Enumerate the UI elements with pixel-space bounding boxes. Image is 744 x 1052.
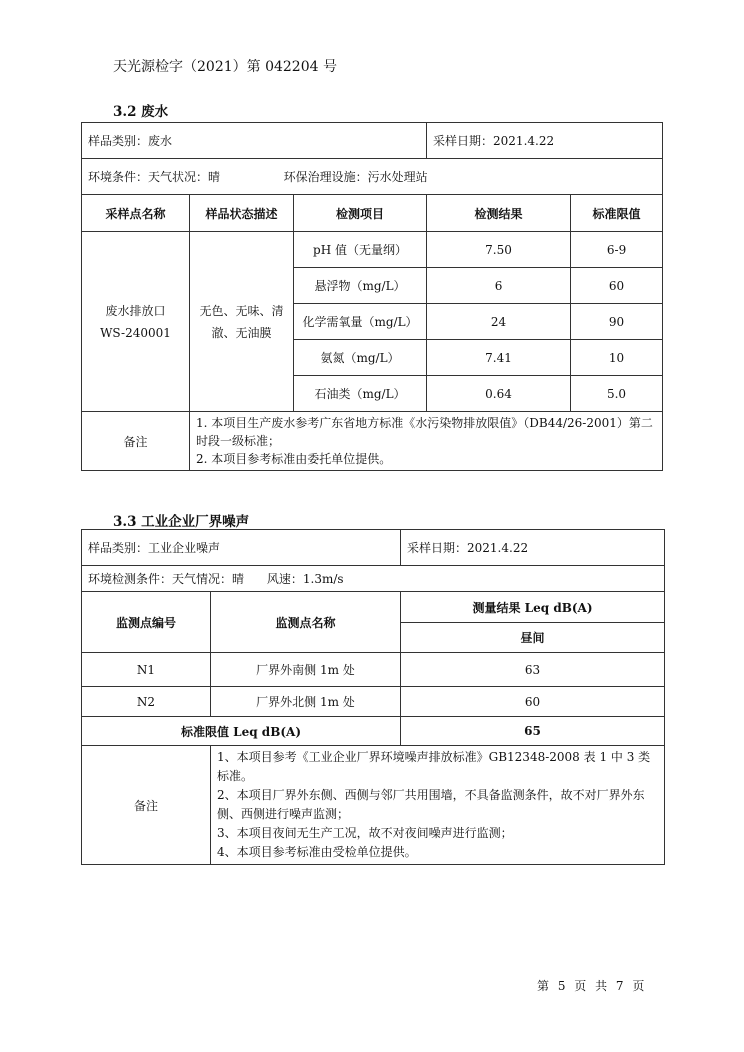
- header-test-result: 检测结果: [427, 195, 571, 232]
- table-row: [82, 653, 665, 687]
- sample-date: 采样日期：2021.4.22: [401, 530, 665, 566]
- note-item: 4、本项目参考标准由受检单位提供。: [217, 845, 417, 859]
- table-row: [82, 232, 663, 268]
- standard-limit: 6-9: [571, 232, 663, 268]
- table-row: [82, 687, 665, 717]
- point-name: 厂界外南侧 1m 处: [211, 653, 401, 687]
- point-id: N1: [82, 653, 211, 687]
- test-item: 悬浮物（mg/L）: [294, 268, 427, 304]
- page-footer: 第 5 页 共 7 页: [537, 979, 646, 993]
- header-site-name: 采样点名称: [82, 195, 190, 232]
- header-sample-state: 样品状态描述: [190, 195, 294, 232]
- header-daytime: 昼间: [401, 623, 665, 653]
- note-item: 1. 本项目生产废水参考广东省地方标准《水污染物排放限值》（DB44/26-2001）第二时段一级标准；: [196, 416, 653, 448]
- sample-description: 无色、无味、清澈、无油膜: [190, 232, 294, 412]
- note-item: 3、本项目夜间无生产工况，故不对夜间噪声进行监测；: [217, 826, 513, 840]
- environment-conditions: 环境检测条件：天气情况：晴 风速：1.3m/s: [82, 566, 665, 592]
- wastewater-table: [81, 122, 663, 471]
- notes-label: 备注: [82, 746, 211, 865]
- section-heading-wastewater: 3.2 废水: [113, 104, 169, 120]
- note-item: 1、本项目参考《工业企业厂界环境噪声排放标准》GB12348-2008 表 1 中 3 类标准。: [217, 750, 651, 783]
- test-result: 0.64: [427, 376, 571, 412]
- site-code: WS-240001: [100, 325, 171, 340]
- sample-date: 采样日期：2021.4.22: [427, 123, 663, 159]
- header-standard-limit: 标准限值: [571, 195, 663, 232]
- limit-value: 65: [401, 717, 665, 746]
- test-result: 7.50: [427, 232, 571, 268]
- test-item: pH 值（无量纲）: [294, 232, 427, 268]
- test-result: 24: [427, 304, 571, 340]
- treatment-facility: 环保治理设施：污水处理站: [283, 170, 428, 184]
- sample-type: 样品类别：废水: [82, 123, 427, 159]
- standard-limit: 5.0: [571, 376, 663, 412]
- notes-label: 备注: [82, 412, 190, 471]
- noise-table: [81, 529, 665, 865]
- point-id: N2: [82, 687, 211, 717]
- point-name: 厂界外北侧 1m 处: [211, 687, 401, 717]
- measurement-value: 63: [401, 653, 665, 687]
- header-result: 测量结果 Leq dB(A): [401, 592, 665, 623]
- test-item: 化学需氧量（mg/L）: [294, 304, 427, 340]
- site-cell: [82, 232, 190, 412]
- header-point-name: 监测点名称: [211, 592, 401, 653]
- document-number: 天光源检字（2021）第 042204 号: [113, 59, 337, 75]
- notes: [211, 746, 665, 865]
- notes: [190, 412, 663, 471]
- standard-limit: 10: [571, 340, 663, 376]
- limit-label: 标准限值 Leq dB(A): [82, 717, 401, 746]
- header-test-item: 检测项目: [294, 195, 427, 232]
- test-item: 石油类（mg/L）: [294, 376, 427, 412]
- standard-limit: 60: [571, 268, 663, 304]
- note-item: 2. 本项目参考标准由委托单位提供。: [196, 452, 392, 466]
- test-result: 6: [427, 268, 571, 304]
- sample-type: 样品类别：工业企业噪声: [82, 530, 401, 566]
- standard-limit: 90: [571, 304, 663, 340]
- test-item: 氨氮（mg/L）: [294, 340, 427, 376]
- weather-conditions: 环境条件：天气状况：晴: [88, 170, 221, 184]
- site-name: 废水排放口: [105, 303, 166, 318]
- environment-conditions: [82, 159, 663, 195]
- note-item: 2、本项目厂界外东侧、西侧与邻厂共用围墙，不具备监测条件，故不对厂界外东侧、西侧进行噪声监测；: [217, 788, 645, 821]
- section-heading-noise: 3.3 工业企业厂界噪声: [113, 514, 250, 530]
- test-result: 7.41: [427, 340, 571, 376]
- header-point-id: 监测点编号: [82, 592, 211, 653]
- measurement-value: 60: [401, 687, 665, 717]
